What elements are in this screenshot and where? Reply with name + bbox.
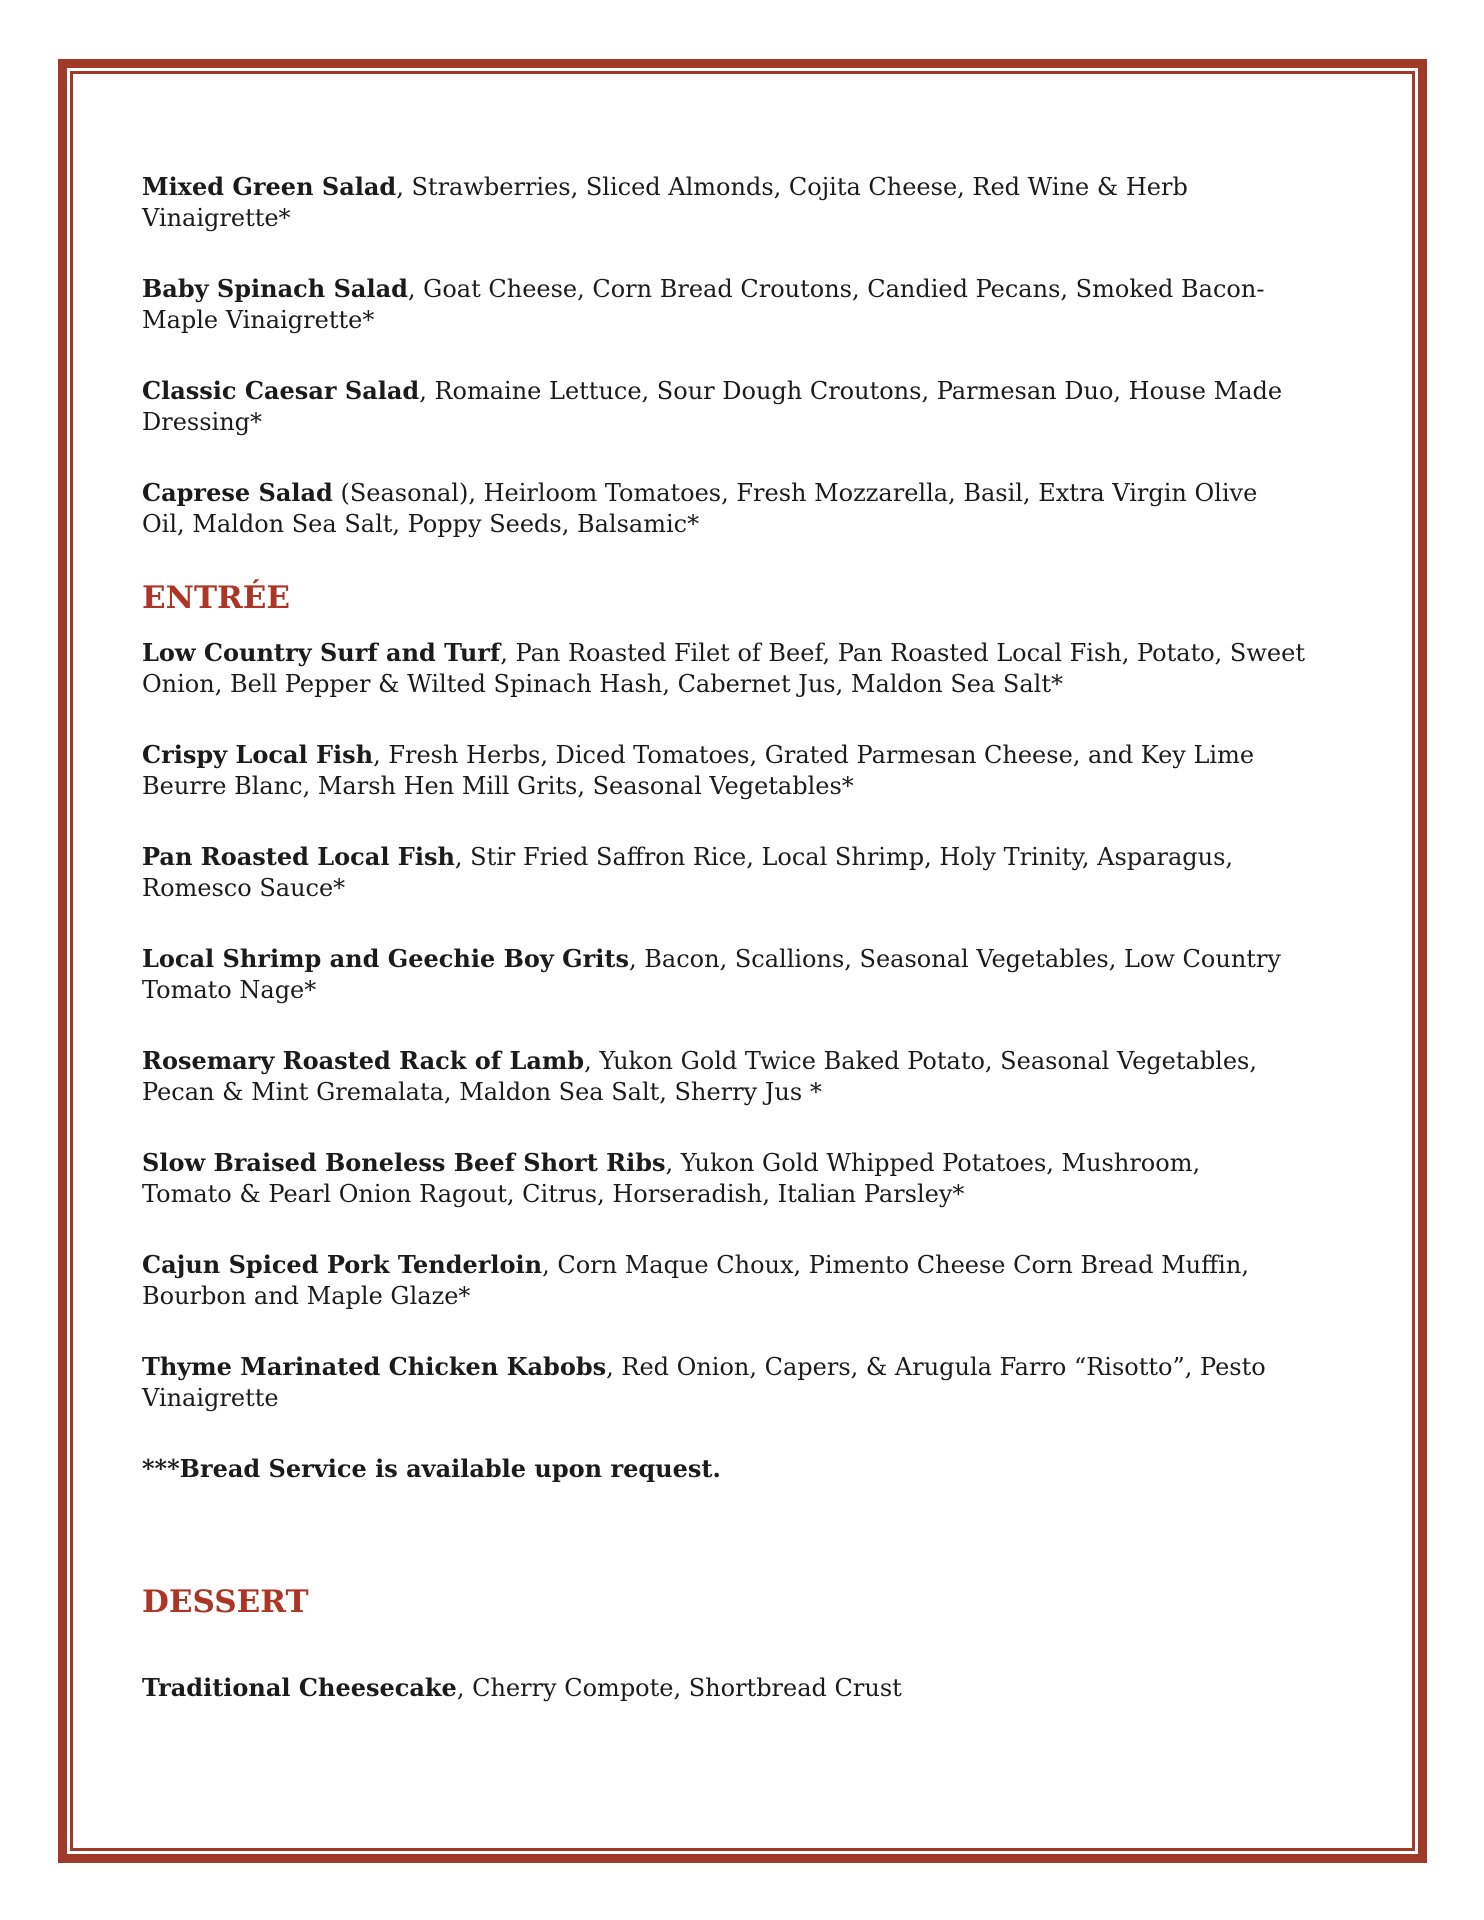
menu-item-caprese-salad — [142, 477, 1372, 540]
item-description-line1: (Seasonal), Heirloom Tomatoes, Fresh Mozzarella, Basil, Extra Virgin Olive — [332, 479, 1258, 507]
item-description-line1: , Yukon Gold Whipped Potatoes, Mushroom, — [665, 1149, 1201, 1177]
item-description-line2: Tomato Nage* — [142, 976, 317, 1004]
menu-item-cajun-spiced-pork-tenderloin — [142, 1249, 1372, 1312]
menu-item-traditional-cheesecake — [142, 1672, 1372, 1704]
item-name: Low Country Surf and Turf — [142, 638, 501, 667]
item-description-line1: , Corn Maque Choux, Pimento Cheese Corn Bread Muffin, — [542, 1251, 1249, 1279]
menu-content — [73, 74, 1412, 1704]
menu-item-classic-caesar-salad — [142, 375, 1372, 438]
menu-item-crispy-local-fish — [142, 739, 1372, 802]
item-description-line2: Romesco Sauce* — [142, 874, 346, 902]
item-description-line2: Beurre Blanc, Marsh Hen Mill Grits, Seasonal Vegetables* — [142, 772, 854, 800]
item-description-line2: Onion, Bell Pepper & Wilted Spinach Hash, Cabernet Jus, Maldon Sea Salt* — [142, 670, 1063, 698]
item-description-line1: , Romaine Lettuce, Sour Dough Croutons, Parmesan Duo, House Made — [419, 377, 1283, 405]
menu-item-baby-spinach-salad — [142, 273, 1372, 336]
item-name: Baby Spinach Salad — [142, 274, 408, 303]
menu-item-pan-roasted-local-fish — [142, 841, 1372, 904]
item-name: Local Shrimp and Geechie Boy Grits — [142, 944, 630, 973]
item-name: Traditional Cheesecake — [142, 1673, 457, 1702]
item-description-line1: , Pan Roasted Filet of Beef, Pan Roasted Local Fish, Potato, Sweet — [500, 639, 1305, 667]
menu-item-rosemary-roasted-rack-of-lamb — [142, 1045, 1372, 1108]
menu-border-frame-inner — [70, 71, 1415, 1851]
item-description-line2: Vinaigrette — [142, 1384, 279, 1412]
item-name: Slow Braised Boneless Beef Short Ribs — [142, 1148, 666, 1177]
item-description-line2: Dressing* — [142, 408, 263, 436]
item-name: Mixed Green Salad — [142, 172, 397, 201]
item-description-line2: Bourbon and Maple Glaze* — [142, 1282, 471, 1310]
menu-item-local-shrimp-and-geechie-boy-grits — [142, 943, 1372, 1006]
item-name: Classic Caesar Salad — [142, 376, 420, 405]
item-description-line1: , Fresh Herbs, Diced Tomatoes, Grated Parmesan Cheese, and Key Lime — [373, 741, 1255, 769]
menu-item-low-country-surf-and-turf — [142, 637, 1372, 700]
item-description-line1: , Yukon Gold Twice Baked Potato, Seasonal Vegetables, — [584, 1047, 1258, 1075]
item-description-line2: Maple Vinaigrette* — [142, 306, 375, 334]
section-heading-entree: ENTRÉE — [142, 580, 291, 616]
item-name: Caprese Salad — [142, 478, 333, 507]
item-description-line2: Tomato & Pearl Onion Ragout, Citrus, Horseradish, Italian Parsley* — [142, 1180, 965, 1208]
item-name: Rosemary Roasted Rack of Lamb — [142, 1046, 585, 1075]
menu-item-mixed-green-salad — [142, 171, 1372, 234]
menu-border-frame — [58, 59, 1427, 1863]
item-name: Pan Roasted Local Fish — [142, 842, 455, 871]
item-description-line1: , Strawberries, Sliced Almonds, Cojita Cheese, Red Wine & Herb — [396, 173, 1188, 201]
item-description-line1: , Red Onion, Capers, & Arugula Farro “Risotto”, Pesto — [606, 1353, 1266, 1381]
menu-item-thyme-marinated-chicken-kabobs — [142, 1351, 1372, 1414]
item-name: Crispy Local Fish — [142, 740, 374, 769]
item-description-line1: , Goat Cheese, Corn Bread Croutons, Candied Pecans, Smoked Bacon- — [407, 275, 1265, 303]
item-name: Cajun Spiced Pork Tenderloin — [142, 1250, 543, 1279]
menu-item-slow-braised-boneless-beef-short-ribs — [142, 1147, 1372, 1210]
item-description-line1: , Cherry Compote, Shortbread Crust — [456, 1674, 902, 1702]
section-heading-dessert: DESSERT — [142, 1584, 309, 1620]
item-description-line1: , Stir Fried Saffron Rice, Local Shrimp, Holy Trinity, Asparagus, — [454, 843, 1234, 871]
item-description-line2: Oil, Maldon Sea Salt, Poppy Seeds, Balsamic* — [142, 510, 700, 538]
item-description-line1: , Bacon, Scallions, Seasonal Vegetables, Low Country — [629, 945, 1281, 973]
item-name: Thyme Marinated Chicken Kabobs — [142, 1352, 607, 1381]
item-description-line2: Pecan & Mint Gremalata, Maldon Sea Salt, Sherry Jus * — [142, 1078, 822, 1106]
bread-service-note: ***Bread Service is available upon request. — [142, 1454, 721, 1483]
item-description-line2: Vinaigrette* — [142, 204, 291, 232]
